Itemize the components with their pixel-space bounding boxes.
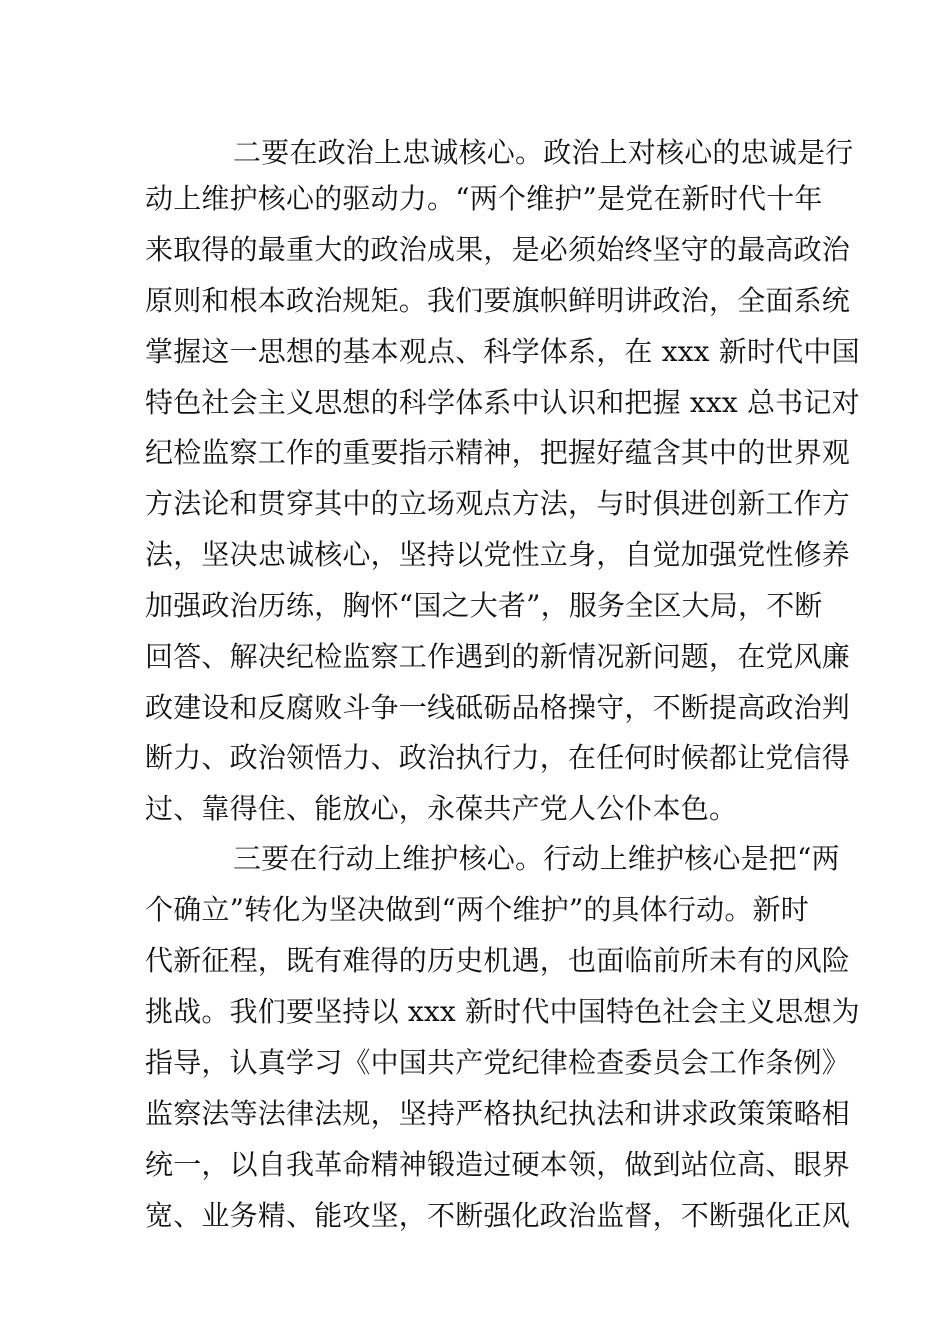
paragraph-line: 个确立”转化为坚决做到“两个维护”的具体行动。新时 — [145, 893, 809, 926]
paragraph-line: 法，坚决忠诚核心，坚持以党性立身，自觉加强党性修养 — [145, 538, 851, 571]
paragraph-line: 挑战。我们要坚持以 xxx 新时代中国特色社会主义思想为 — [145, 995, 860, 1028]
paragraph-line: 代新征程，既有难得的历史机遇，也面临前所未有的风险 — [145, 944, 851, 977]
paragraph-line: 指导，认真学习《中国共产党纪律检查委员会工作条例》 — [145, 1046, 851, 1079]
paragraph-line: 过、靠得住、能放心，永葆共产党人公仆本色。 — [145, 792, 738, 825]
paragraph-line: 原则和根本政治规矩。我们要旗帜鲜明讲政治，全面系统 — [145, 284, 851, 317]
paragraph-line: 掌握这一思想的基本观点、科学体系，在 xxx 新时代中国 — [145, 335, 860, 368]
paragraph-line: 回答、解决纪检监察工作遇到的新情况新问题，在党风廉 — [145, 640, 851, 673]
paragraph-line: 统一，以自我革命精神锻造过硬本领，做到站位高、眼界 — [145, 1148, 851, 1181]
paragraph-line: 二要在政治上忠诚核心。政治上对核心的忠诚是行 — [233, 136, 854, 169]
paragraph-line: 特色社会主义思想的科学体系中认识和把握 xxx 总书记对 — [145, 386, 860, 419]
paragraph-line: 加强政治历练，胸怀“国之大者”，服务全区大局，不断 — [145, 589, 823, 622]
paragraph-line: 宽、业务精、能攻坚，不断强化政治监督，不断强化正风 — [145, 1199, 851, 1232]
paragraph-line: 动上维护核心的驱动力。“两个维护”是党在新时代十年 — [145, 182, 823, 215]
paragraph-line: 来取得的最重大的政治成果，是必须始终坚守的最高政治 — [145, 233, 851, 266]
paragraph-line: 纪检监察工作的重要指示精神，把握好蕴含其中的世界观 — [145, 436, 851, 469]
paragraph-line: 政建设和反腐败斗争一线砥砺品格操守，不断提高政治判 — [145, 691, 851, 724]
paragraph-line: 方法论和贯穿其中的立场观点方法，与时俱进创新工作方 — [145, 487, 851, 520]
paragraph-line: 断力、政治领悟力、政治执行力，在任何时候都让党信得 — [145, 741, 851, 774]
paragraph-line: 三要在行动上维护核心。行动上维护核心是把“两 — [233, 842, 840, 875]
paragraph-line: 监察法等法律法规，坚持严格执纪执法和讲求政策策略相 — [145, 1097, 851, 1130]
